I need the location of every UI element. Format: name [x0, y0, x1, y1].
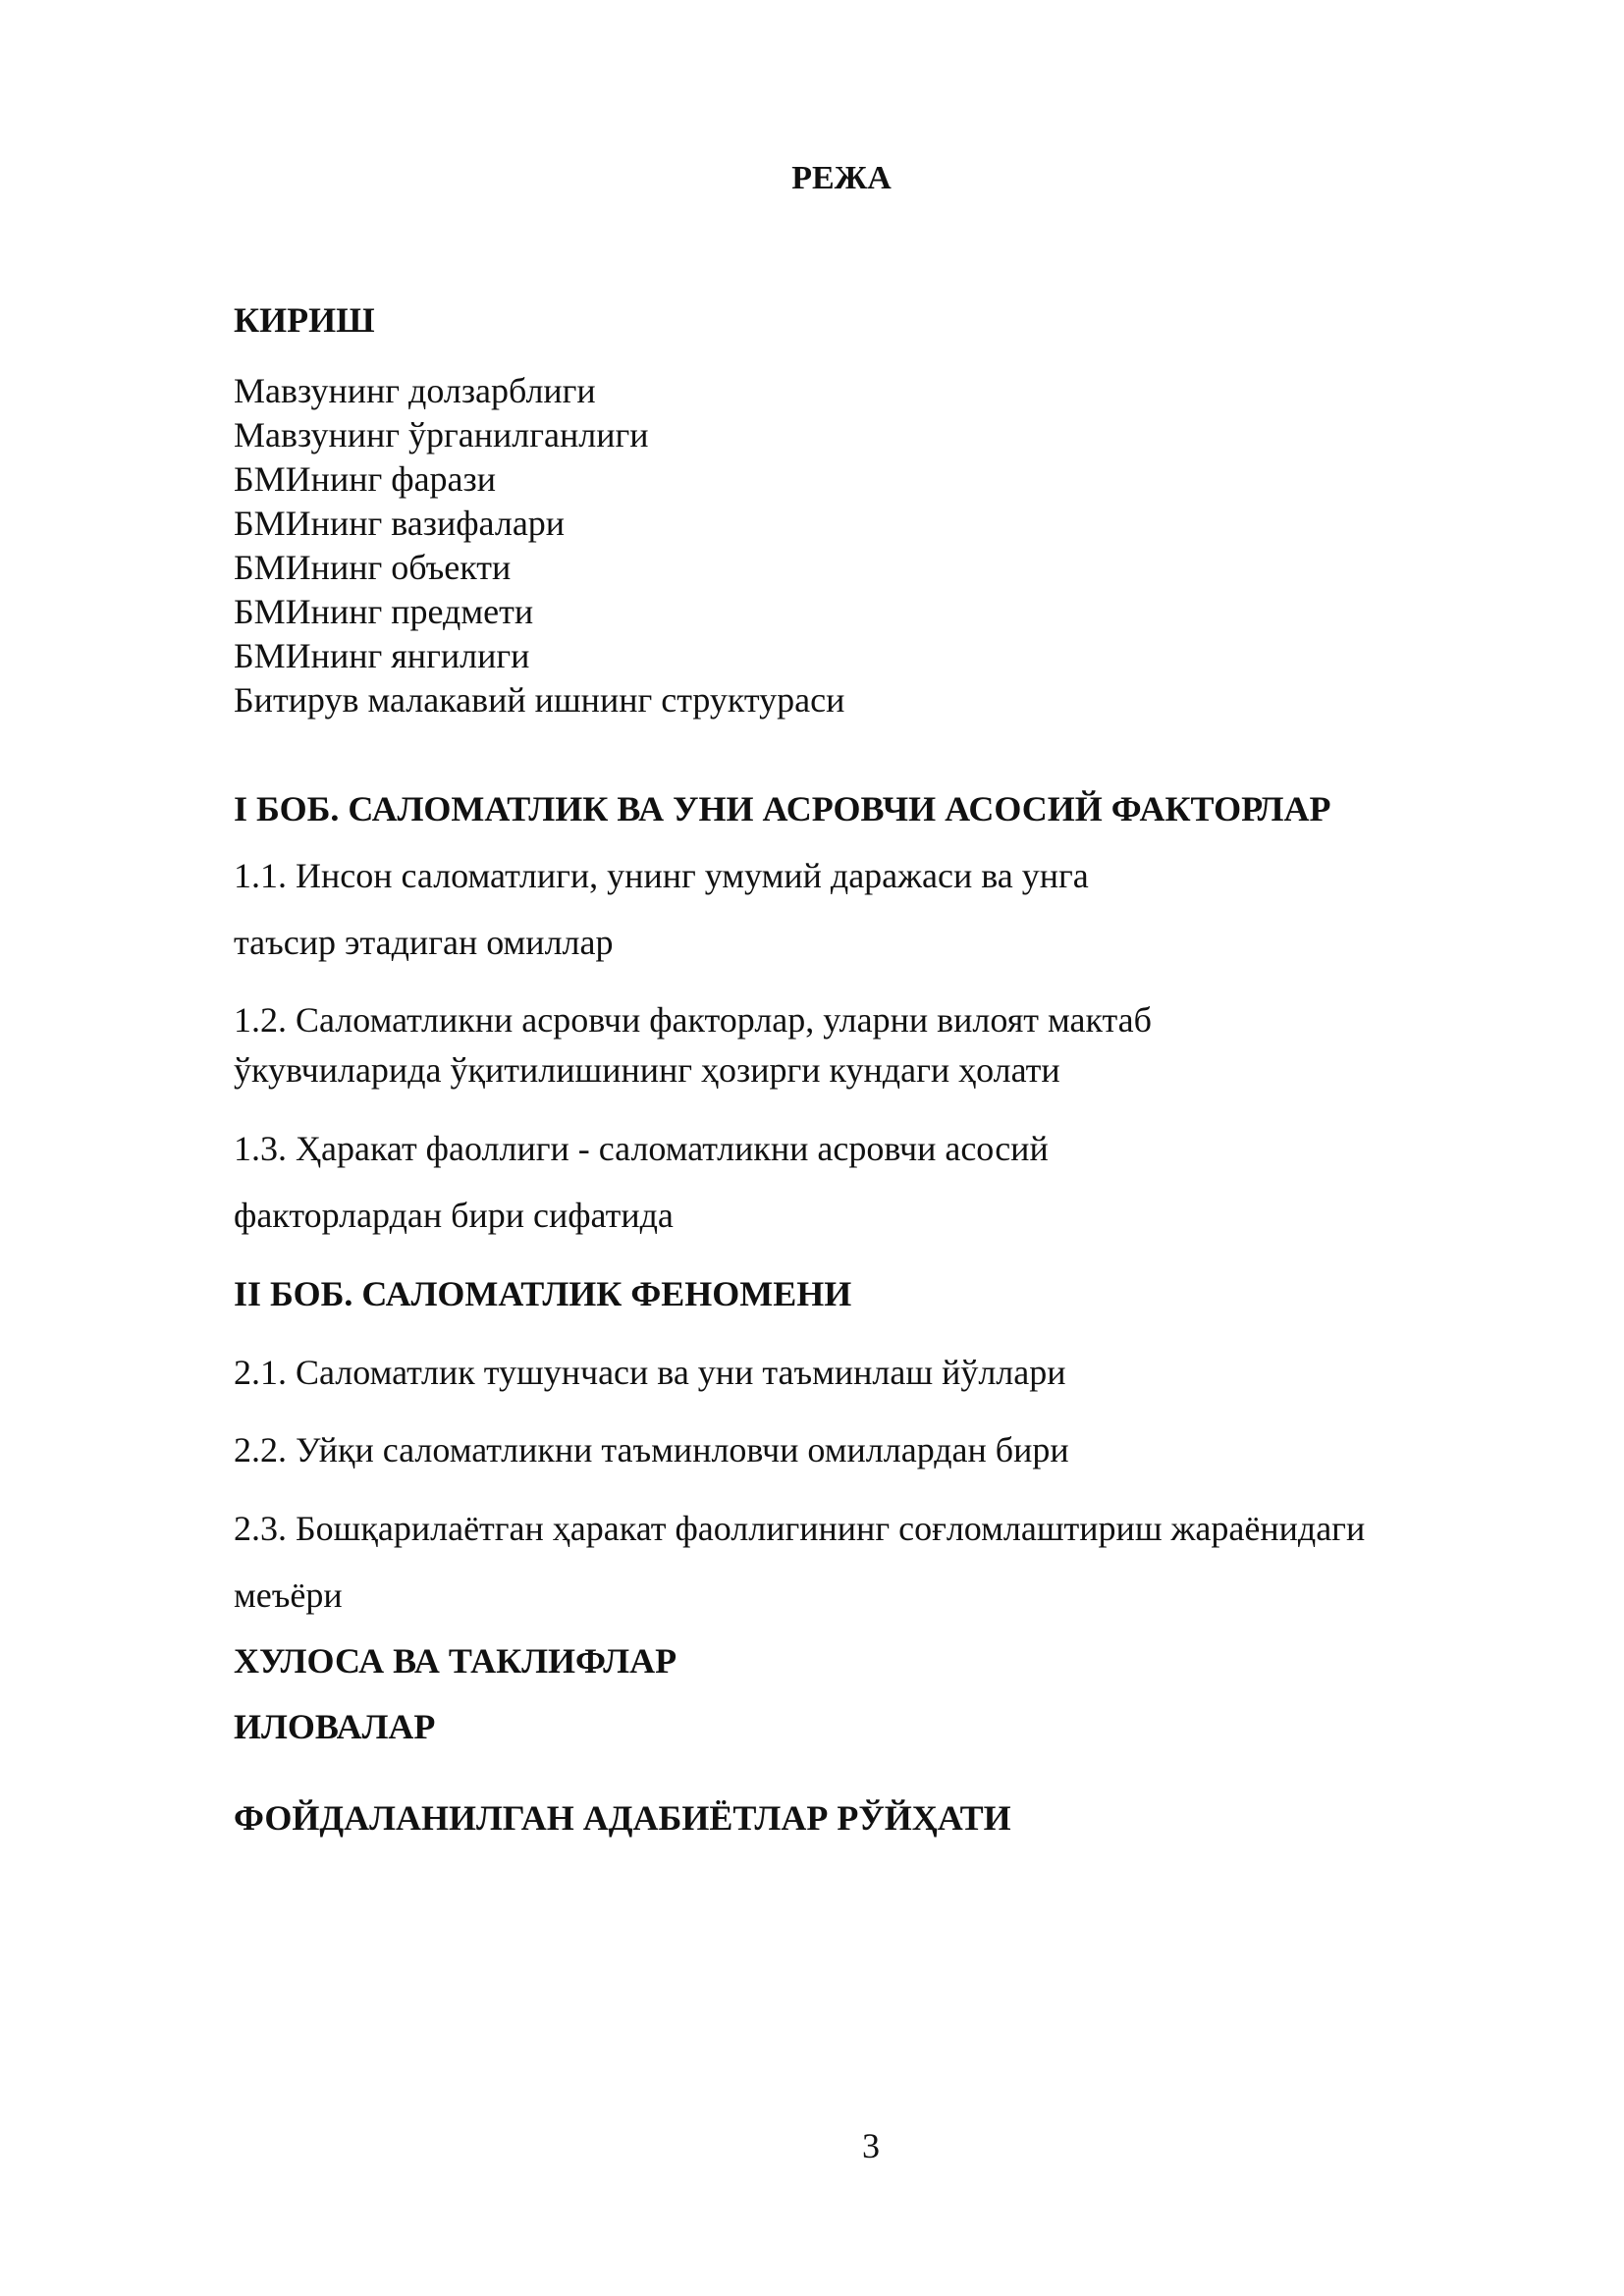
appendices-heading: ИЛОВАЛАР: [234, 1707, 436, 1746]
section-2-3-line-2: меъёри: [234, 1575, 343, 1615]
section-2-3-line-1: 2.3. Бошқарилаётган ҳаракат фаоллигининг соғломлаштириш жараёнидаги: [234, 1509, 1366, 1548]
section-1-1-line-1: 1.1. Инсон саломатлиги, унинг умумий даражаси ва унга: [234, 856, 1089, 895]
chapter-1-heading: I БОБ. САЛОМАТЛИК ВА УНИ АСРОВЧИ АСОСИЙ ФАКТОРЛАР: [234, 789, 1331, 828]
intro-item-hypothesis: БМИнинг фарази: [234, 459, 497, 499]
section-1-1-line-2: таъсир этадиган омиллар: [234, 923, 614, 962]
section-2-1: 2.1. Саломатлик тушунчаси ва уни таъминлаш йўллари: [234, 1353, 1066, 1392]
section-1-2-line-1: 1.2. Саломатликни асровчи факторлар, уларни вилоят мактаб: [234, 1000, 1152, 1040]
intro-item-relevance: Мавзунинг долзарблиги: [234, 371, 596, 410]
intro-heading: КИРИШ: [234, 300, 375, 340]
page-number: 3: [862, 2126, 880, 2165]
intro-item-object: БМИнинг объекти: [234, 548, 512, 587]
intro-item-tasks: БМИнинг вазифалари: [234, 504, 566, 543]
intro-item-study-degree: Мавзунинг ўрганилганлиги: [234, 415, 649, 454]
document-title: РЕЖА: [791, 160, 892, 196]
section-2-2: 2.2. Уйқи саломатликни таъминловчи омиллардан бири: [234, 1430, 1069, 1469]
conclusions-heading: ХУЛОСА ВА ТАКЛИФЛАР: [234, 1641, 677, 1681]
intro-item-structure: Битирув малакавий ишнинг структураси: [234, 680, 845, 720]
section-1-3-line-1: 1.3. Ҳаракат фаоллиги - саломатликни асровчи асосий: [234, 1129, 1049, 1168]
section-1-3-line-2: факторлардан бири сифатида: [234, 1196, 674, 1235]
references-heading: ФОЙДАЛАНИЛГАН АДАБИЁТЛАР РЎЙҲАТИ: [234, 1798, 1011, 1838]
chapter-2-heading: II БОБ. САЛОМАТЛИК ФЕНОМЕНИ: [234, 1274, 852, 1313]
intro-item-subject: БМИнинг предмети: [234, 592, 534, 631]
intro-item-novelty: БМИнинг янгилиги: [234, 636, 530, 675]
section-1-2-line-2: ўкувчиларида ўқитилишининг ҳозирги кундаги ҳолати: [234, 1050, 1060, 1090]
